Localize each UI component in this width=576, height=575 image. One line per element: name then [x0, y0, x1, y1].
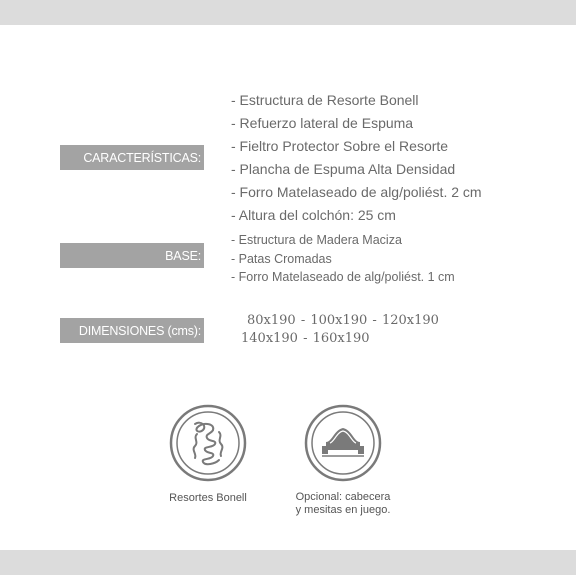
dimensiones-label: DIMENSIONES (cms):	[60, 318, 204, 343]
list-item: - Estructura de Madera Maciza	[231, 233, 402, 247]
list-item: - Forro Matelaseado de alg/poliést. 1 cm	[231, 270, 455, 284]
list-item: - Altura del colchón: 25 cm	[231, 207, 396, 223]
list-item: - Forro Matelaseado de alg/poliést. 2 cm	[231, 184, 482, 200]
list-item: - Estructura de Resorte Bonell	[231, 92, 419, 108]
base-list	[231, 231, 455, 287]
bottom-band	[0, 550, 576, 575]
list-item: - Refuerzo lateral de Espuma	[231, 115, 414, 131]
caracteristicas-list	[231, 89, 482, 227]
bed-headboard-icon	[304, 404, 382, 482]
top-band	[0, 0, 576, 25]
spring-coil-icon	[169, 404, 247, 482]
dimensions-row-2: 140x190 - 160x190	[241, 331, 370, 346]
caption-line-1: Opcional: cabecera	[295, 491, 391, 503]
caption-opcional	[273, 491, 413, 517]
list-item: - Patas Cromadas	[231, 251, 332, 266]
base-label: BASE:	[60, 243, 204, 268]
dimensions-row-1: 80x190 - 100x190 - 120x190	[247, 313, 439, 328]
caption-resortes: Resortes Bonell	[169, 492, 247, 504]
list-item: - Plancha de Espuma Alta Densidad	[231, 161, 456, 177]
caracteristicas-label: CARACTERÍSTICAS:	[60, 145, 204, 170]
caption-line-2: y mesitas en juego.	[295, 504, 391, 516]
list-item: - Fieltro Protector Sobre el Resorte	[231, 138, 449, 154]
